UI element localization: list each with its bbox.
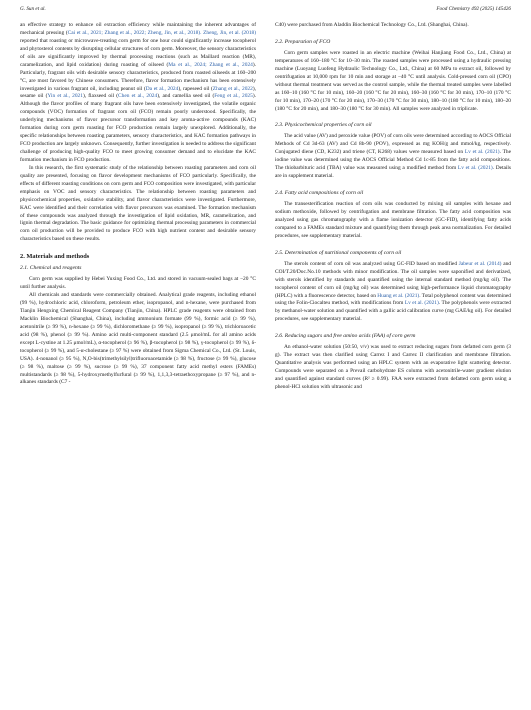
intro-paragraph-1: an effective strategy to enhance oil extraction efficiency while maintaining the inherent advantages of mechanical pressing (Cai et al., 2021; Zhang et al., 2022; Zheng, Jin, et al., 2018). Zheng, Jin, et al. (2018) reported that roasting or microwave-treating corn germ for one hour could significantly increase tocopherol and phytosterol contents by disrupting cellular structures of corn germ. Moreover, the sensory characteristics of oils are significantly improved by thermal processing reactions (such as Maillard reaction (MR), caramelization, and lipid oxidation) during roasting of oilseed (Ma et al., 2024; Zhang et al., 2024). Particularly, fragrant oils with desirable sensory characteristics, produced from roasted oilseeds at 160–200 °C, are most favored by Chinese consumers. Therefore, flavor formation mechanism has been extensively investigated in various fragrant oil, including peanut oil (Da et al., 2024), rapeseed oil (Zhang et al., 2022), sesame oil (Yin et al., 2021), flaxseed oil (Chen et al., 2024), and camellia seed oil (Feng et al., 2025). Although the flavor profiles of many fragrant oils have been extensively investigated, the volatile organic compounds (VOC) formation of fragrant corn oil (FCO) remain poorly understood. Specifically, the underlying mechanisms of flavor precursor transformation and key aroma-active compounds (KAC) formation during corn germ roasting for FCO production remain largely unexplored. Additionally, the specific relationships between roasting parameters, sensory characteristics, and KAC formation pathways in FCO production are largely unknown. Consequently, further investigation is needed to address the significant challenge of producing high-quality FCO to meet growing consumer demand and to elucidate the KAC formation mechanism in FCO production. bbox=[20, 22, 257, 163]
section-2-1-paragraph-2: All chemicals and standards were commercially obtained. Analytical grade reagents, including ethanol (99 %), hydrochloric acid, chloroform, petroleum ether, isopropanol, and n-hexane, were purchased from Tianjin Hengxing Chemical Reagent Company (Tianjin, China). HPLC grade reagents were obtained from Macklin Biochemical (Shanghai, China), including ammonium formate (99 %), formic acid (≥ 99 %), acetonitrile (≥ 99 %), n-hexane (≥ 99 %), dichloromethane (≥ 99 %), isopropanol (≥ 99 %), trichloroacetic acid (98 %), phenol (≥ 99 %). Amino acid multi-component standard (2.5 μmol/mL for all amino acids except L-cystine at 1.25 μmol/mL), α-tocopherol (≥ 96 %), β-tocopherol (≥ 98 %), γ-tocopherol (≥ 99 %), δ-tocopherol (≥ 99 %), and 5-α-cholestane (≥ 97 %) were obtained from Sigma Chemical Co., Ltd. (St. Louis, USA). 4-nonanol (≥ 95 %), N,O-bis(trimethylsilyl)trifluoroacetamide (≥ 98 %), fructose (≥ 99 %), glucose (≥ 98 %), maltose (≥ 99 %), sucrose (≥ 99 %), 37 component fatty acid methyl esters (FAMEs) multistandards (≥ 98 %), 5-hydroxymethylfurfural (≥ 99 %), 1,1,3,3-tetraethoxypropane (≥ 97 %), and n-alkanes standards (C7 - bbox=[20, 292, 256, 386]
section-2-3-title: 2.3. Physicochemical properties of corn oil bbox=[275, 122, 372, 129]
citation-link[interactable]: Zhang et al., 2022 bbox=[212, 85, 253, 92]
citation-link[interactable]: Lv et al. (2021) bbox=[404, 300, 439, 307]
section-2-title: 2. Materials and methods bbox=[20, 253, 90, 261]
citation-link[interactable]: Cai et al., 2021; Zhang et al., 2022; Zheng, Jin, et al., 2018). Zheng, Jin, et al. (2018) bbox=[67, 29, 257, 36]
section-2-1-paragraph-1: Corn germ was supplied by Hebei Yuxing Food Co., Ltd. and stored in vacuum-sealed bags at −20 °C until further analysis. bbox=[20, 276, 256, 291]
section-2-4-paragraph: The transesterification reaction of corn oils was conducted by mixing oil samples with hexane and sodium methoxide, followed by centrifugation and membrane filtration. The fatty acid composition was analyzed using gas chromatography with a flame ionization detector (GC-FID), identifying fatty acids compared to a FAMEs standard mixture and quantifying them through peak area normalization. For detailed procedures, see supplementary material. bbox=[275, 201, 511, 239]
citation-link[interactable]: Lv et al. (2021) bbox=[457, 165, 493, 172]
section-2-4-title: 2.4. Fatty acid compositions of corn oil bbox=[275, 190, 364, 197]
section-2-2-title: 2.2. Preparation of FCO bbox=[275, 38, 331, 45]
citation-link[interactable]: Huang et al. (2021) bbox=[377, 292, 420, 299]
citation-link[interactable]: Lv et al. (2021) bbox=[464, 149, 500, 156]
section-2-6-title: 2.6. Reducing sugars and free amino acids (FAA) of corn germ bbox=[275, 333, 416, 340]
section-2-5-title: 2.5. Determination of nutritional components of corn oil bbox=[275, 249, 402, 256]
section-2-5-paragraph: The sterols content of corn oil was analyzed using GC-FID based on modified Jabeur et al. (2014) and COI/T.20/Doc.No.10 methods with minor modification. The oil samples were saponified and derivatized, with sterols identified by standards and quantified using the internal standard method (mg/kg oil). The tocopherol content of corn oil (mg/kg oil) was determined using high-performance liquid chromatography (HPLC) with a fluorescence detector, based on Huang et al. (2021). Total polyphenol content was determined using the Folin-Ciocalteu method, with modifications from Lv et al. (2021). The polyphenols were extracted by methanol-water solution and quantified with a gallic acid calibration curve (mg GAE/kg oil). For detailed procedures, see supplementary material. bbox=[275, 260, 511, 323]
intro-paragraph-2: In this research, the first systematic study of the relationship between roasting parameters and corn oil quality are presented, focusing on flavor development mechanisms of FCO particularly. Specifically, the effects of different roasting conditions on corn germ and FCO composition were investigated, with particular emphasis on VOC and sensory characteristics. The relationship between roasting parameters and physicochemical properties, oxidative stability, and flavor characteristics were investigated. Furthermore, KAC were identified and their correlation with flavor precursors was examined. The formation mechanism of these compounds was analyzed through the investigation of lipid oxidation, MR, caramelization, and lignin thermal degradation. The basic guidance for optimizing thermal processing parameters in commercial corn oil production will be provided to produce FCO with high nutrient content and desirable sensory characteristics based on these results. bbox=[20, 164, 256, 243]
right-column bbox=[275, 22, 511, 392]
section-2-6-paragraph: An ethanol-water solution (50:50, v/v) was used to extract reducing sugars from defatted corn germ (3 g). The extract was then clarified using Carrez I and Carrez II clarification and membrane filtration. Quantitative analysis was performed using an HPLC system with an evaporative light scattering detector. Compounds were separated on a Prevail carbohydrate ES column with acetonitrile-water gradient elution and quantified against standard curves (R² ≥ 0.99). FAA were extracted from defatted corn germ using a phenol-HCl solution with ultrasonic and bbox=[275, 344, 511, 390]
continued-paragraph: C40) were purchased from Aladdin Biochemical Technology Co., Ltd. (Shanghai, China). bbox=[275, 22, 469, 28]
citation-link[interactable]: Chen et al., 2024 bbox=[118, 93, 158, 100]
citation-link[interactable]: Da et al., 2024 bbox=[145, 85, 179, 92]
header-journal: Food Chemistry 492 (2025) 145426 bbox=[436, 6, 511, 12]
header-authors: G. Sun et al. bbox=[20, 6, 46, 12]
left-column bbox=[20, 22, 256, 387]
section-2-1-title: 2.1. Chemical and reagents bbox=[20, 265, 82, 272]
citation-link[interactable]: Jabeur et al. (2014) bbox=[458, 260, 502, 267]
citation-link[interactable]: Ma et al., 2024; Zhang et al., 2024 bbox=[168, 61, 253, 68]
section-2-3-paragraph: The acid value (AV) and peroxide value (POV) of corn oils were determined according to AOCS Official Methods of Cd 3d-63 (AV) and Cd 8b-90 (POV), expressed as mg KOH/g and mmol/kg, respectively. Conjugated diene (CD, K232) and triene (CT, K268) values were measured based on Lv et al. (2021). The iodine value was determined using the AOCS Official Method Cd 1c-85 from the fatty acid compositions. The thiobarbituric acid (TBA) value was measured using a modified method from Lv et al. (2021). Details are in supplement material. bbox=[275, 133, 512, 180]
citation-link[interactable]: Yin et al., 2021 bbox=[47, 93, 83, 100]
citation-link[interactable]: Feng et al., 2025 bbox=[214, 93, 253, 100]
page-header bbox=[20, 6, 511, 16]
section-2-2-paragraph: Corn germ samples were roasted in an electric machine (Weihai Hanjiang Food Co., Ltd., China) at temperatures of 160–180 °C for 10–30 min. The roasted samples were processed using a hydraulic pressing machine (Luoyang Luofeng Hydraulic Technology Co., Ltd., China) at 60 MPa to extract oil, followed by centrifugation at 10,000 rpm for 10 min and storage at −40 °C until analysis. Cold-pressed corn oil (CPO) without thermal treatment was served as the control sample, while the thermal treated samples were labelled as 160–10 (160 °C for 10 min), 160–20 (160 °C for 20 min), 160–30 (160 °C for 30 min), 170–10 (170 °C for 10 min), 170–20 (170 °C for 20 min), 170–30 (170 °C for 30 min), 180–10 (180 °C for 10 min), 180–20 (180 °C for 20 min), and 180–30 (180 °C for 30 min). All samples were analyzed in triplicate. bbox=[275, 49, 511, 112]
